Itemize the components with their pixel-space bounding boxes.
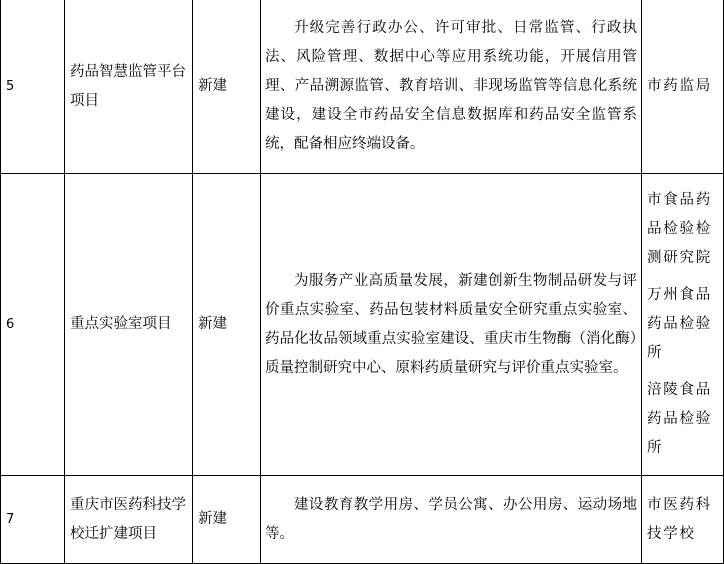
responsible-unit (642, 476, 724, 564)
construction-content (261, 476, 642, 564)
construction-type: 新建 (193, 0, 261, 174)
project-name: 重点实验室项目 (65, 174, 193, 476)
content-text: 升级完善行政办公、许可审批、日常监管、行政执法、风险管理、数据中心等应用系统功能，开展信用管理、产品溯源监管、教育培训、非现场监管等信息化系统建设，建设全市药品安全信息数据库和药品安全监管系统，配备相应终端设备。 (265, 20, 637, 152)
unit-text: 涪陵食品药品检验所 (647, 382, 712, 456)
table-row (1, 174, 724, 476)
row-number: 7 (1, 476, 65, 564)
construction-type: 新建 (193, 476, 261, 564)
unit-text: 万州食品药品检验所 (647, 287, 712, 361)
construction-type: 新建 (193, 174, 261, 476)
construction-content (261, 174, 642, 476)
construction-content (261, 0, 642, 174)
row-number: 5 (1, 0, 65, 174)
row-number: 6 (1, 174, 65, 476)
content-text: 建设教育教学用房、学员公寓、办公用房、运动场地等。 (265, 496, 637, 542)
unit-text: 市药监局 (647, 78, 712, 94)
project-name: 重庆市医药科技学校迁扩建项目 (65, 476, 193, 564)
table-row (1, 0, 724, 174)
project-name: 药品智慧监管平台项目 (65, 0, 193, 174)
content-text: 为服务产业高质量发展，新建创新生物制品研发与评价重点实验室、药品包装材料质量安全研究重点实验室、药品化妆品领域重点实验室建设、重庆市生物酶（消化酶）质量控制研究中心、原料药质量研究与评价重点实验室。 (265, 272, 637, 376)
responsible-unit (642, 0, 724, 174)
unit-text: 市医药科技学校 (647, 496, 712, 542)
unit-text: 市食品药品检验检测研究院 (647, 192, 712, 266)
responsible-unit (642, 174, 724, 476)
table-row (1, 476, 724, 564)
